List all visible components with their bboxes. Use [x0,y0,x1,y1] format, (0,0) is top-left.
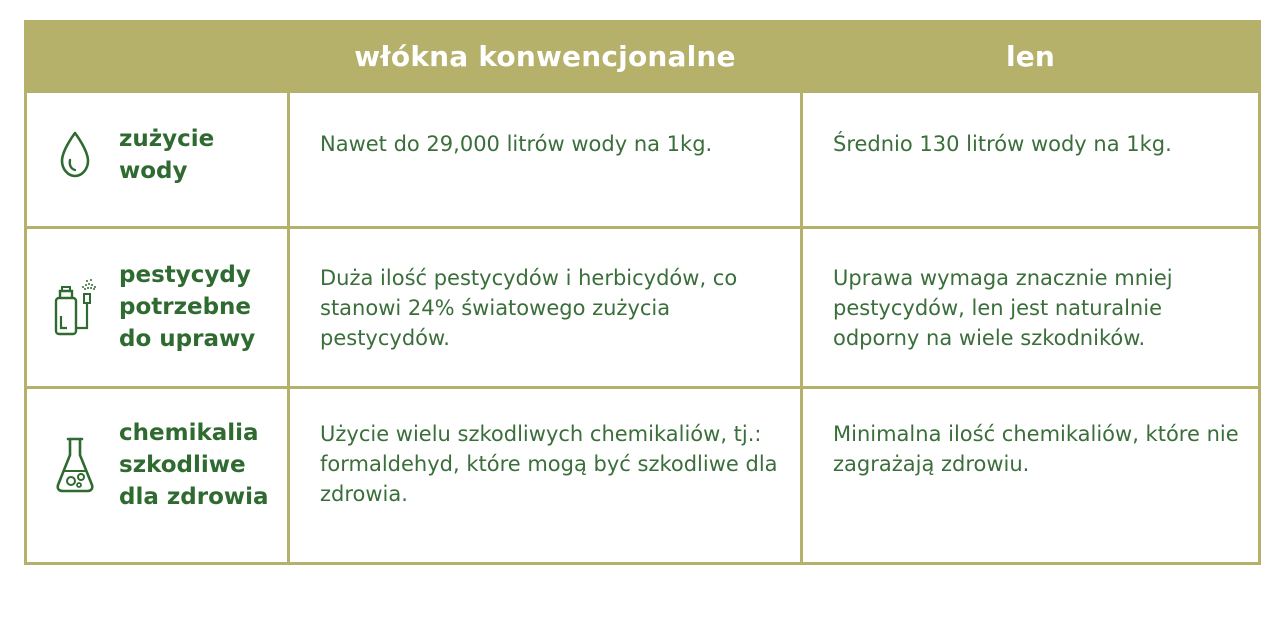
linen-cell [802,92,1260,228]
conventional-cell [289,92,802,228]
conventional-water-text: Nawet do 29,000 litrów wody na 1kg. [320,132,713,156]
row-label-cell [26,92,289,228]
row-label-harmful-chemicals: chemikalia szkodliwe dla zdrowia [119,420,269,510]
linen-water-text: Średnio 130 litrów wody na 1kg. [833,132,1172,156]
conventional-cell [289,388,802,564]
conventional-cell [289,228,802,388]
header-conventional-fibers: włókna konwencjonalne [289,22,802,92]
header-empty-cell [26,22,289,92]
linen-cell [802,228,1260,388]
conventional-pesticides-text: Duża ilość pestycydów i herbicydów, co stanowi 24% światowego zużycia pestycydów. [320,266,738,350]
comparison-table [24,20,1258,565]
table-row-pesticides [26,228,1260,388]
water-drop-icon [53,125,97,185]
row-label-cell [26,388,289,564]
linen-chemicals-text: Minimalna ilość chemikaliów, które nie zagrażają zdrowiu. [833,422,1239,476]
row-label-cell [26,228,289,388]
table-row-water [26,92,1260,228]
row-label-water-usage: zużycie wody [119,126,215,184]
sprayer-icon [53,277,97,337]
comparison-grid [24,20,1261,565]
chemical-flask-icon [53,435,97,495]
table-row-chemicals [26,388,1260,564]
header-linen: len [802,22,1260,92]
linen-cell [802,388,1260,564]
row-label-pesticides: pestycydy potrzebne do uprawy [119,262,256,352]
conventional-chemicals-text: Użycie wielu szkodliwych chemikaliów, tj.: formaldehyd, które mogą być szkodliwe dla zdrowia. [320,422,778,506]
linen-pesticides-text: Uprawa wymaga znacznie mniej pestycydów, len jest naturalnie odporny na wiele szkodników. [833,266,1173,350]
header-row [26,22,1260,92]
